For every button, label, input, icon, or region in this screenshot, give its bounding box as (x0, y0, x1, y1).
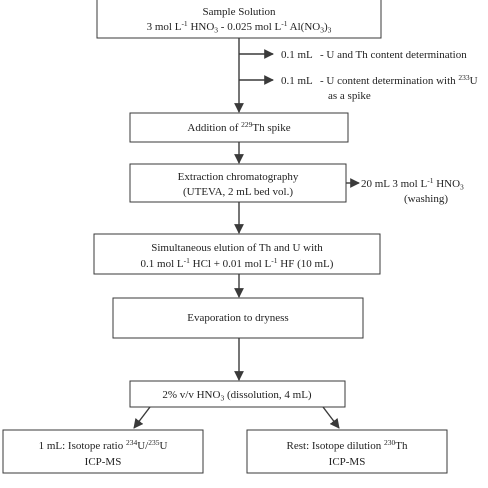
elution-label-line2: 0.1 mol $L^{-1}$ HCl + 0.01 mol $L^{-1}$ HF (10 mL) (140, 256, 334, 270)
elution-label-line1: Simultaneous elution of Th and U with (151, 242, 323, 254)
washing-label: (washing) (404, 193, 448, 205)
connector-dissolution-to-ratio (134, 407, 150, 428)
extraction-label-line1: Extraction chromatography (177, 171, 299, 183)
connector-dissolution-to-dilution (323, 407, 339, 428)
washing-solution: 20 mL 3 mol $L^{-1}$ $HNO_3$ (361, 176, 464, 192)
isotope-dilution-box (247, 430, 447, 473)
elution-box (94, 234, 380, 274)
aliquot-1-amount: 0.1 mL (281, 49, 313, 61)
isotope-ratio-method: ICP-MS (84, 456, 122, 468)
sample-solution-composition: 3 mol $L^{-1}$ $HNO_3 - 0.025$ mol $L^{-1}$ $Al(NO_3)_3$ (146, 19, 332, 35)
isotope-ratio-label: 1 mL: Isotope ratio $^{234}$U/$^{235}$U (38, 438, 168, 452)
spike-addition-box (130, 113, 348, 142)
isotope-dilution-method: ICP-MS (328, 456, 366, 468)
evaporation-box (113, 298, 363, 338)
aliquot-2-text: - U content determination with $^{233}$U (320, 73, 478, 87)
sample-solution-box (97, 0, 381, 38)
extraction-chromatography-box (130, 164, 346, 202)
extraction-label-line2: (UTEVA, 2 mL bed vol.) (183, 186, 293, 198)
isotope-ratio-box (3, 430, 203, 473)
aliquot-1-text: - U and Th content determination (320, 49, 467, 61)
aliquot-2-amount: 0.1 mL (281, 75, 313, 87)
aliquot-2-text-line2: as a spike (328, 90, 371, 102)
evaporation-label: Evaporation to dryness (187, 312, 289, 324)
spike-addition-label: Addition of $^{229}$Th spike (187, 120, 291, 134)
dissolution-box (130, 381, 345, 407)
isotope-dilution-label: Rest: Isotope dilution $^{230}$Th (286, 438, 408, 452)
sample-solution-title: Sample Solution (202, 6, 276, 18)
dissolution-label: 2% v/v $HNO_3$ (dissolution, 4 mL) (162, 389, 312, 403)
